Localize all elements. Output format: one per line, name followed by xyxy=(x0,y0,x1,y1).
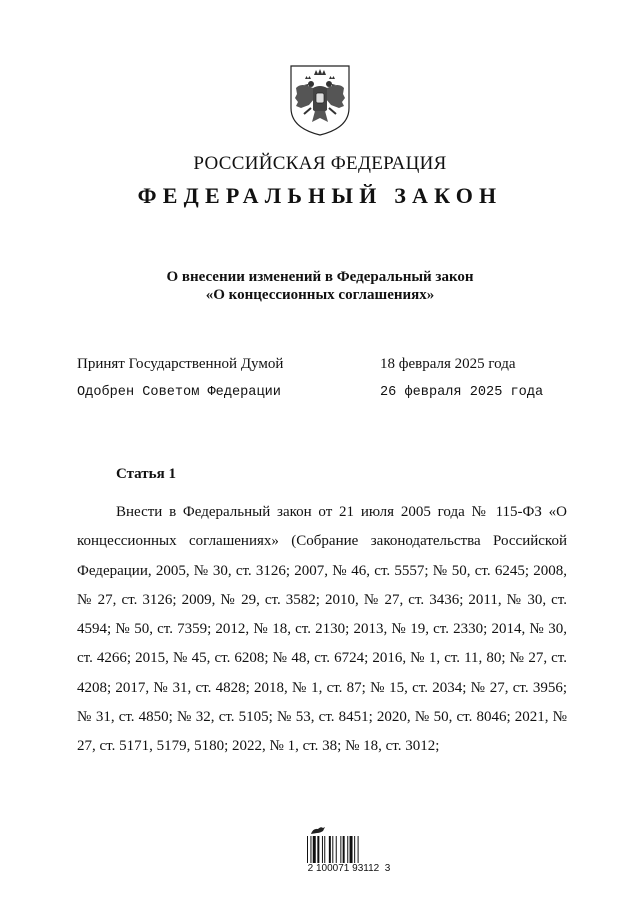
article-body: Внести в Федеральный закон от 21 июля 2005 года № 115-ФЗ «О концессионных соглашениях» (Собрание законодательства Российской Федерации, 2005, № 30, ст. 3126; 2007, № 46, ст. 5557; № 50, ст. 6245; 2008, № 27, ст. 3126; 2009, № 29, ст. 3582; 2010, № 27, ст. 3436; 2011, № 30, ст. 4594; № 50, ст. 7359; 2012, № 18, ст. 2130; 2013, № 19, ст. 2330; 2014, № 30, ст. 4266; 2015, № 45, ст. 6208; № 48, ст. 6724; 2016, № 1, ст. 11, 80; № 27, ст. 4208; 2017, № 31, ст. 4828; 2018, № 1, ст. 87; № 15, ст. 2034; № 27, ст. 3956; № 31, ст. 4850; № 32, ст. 5105; № 53, ст. 8451; 2020, № 50, ст. 8046; 2021, № 27, ст. 5171, 5179, 5180; 2022, № 1, ст. 38; № 18, ст. 3012; xyxy=(77,504,567,755)
barcode xyxy=(307,836,385,863)
law-title xyxy=(0,268,640,304)
country-name: РОССИЙСКАЯ ФЕДЕРАЦИЯ xyxy=(193,153,447,174)
adoption-council-row xyxy=(77,385,547,400)
duma-adoption-date: 18 февраля 2025 года xyxy=(380,356,516,372)
mouse-scan-icon xyxy=(310,824,326,836)
council-approval-label: Одобрен Советом Федерации xyxy=(77,385,281,400)
law-title-line-1: О внесении изменений в Федеральный закон xyxy=(166,269,474,285)
council-approval-date: 26 февраля 2025 года xyxy=(380,385,544,400)
barcode-number: 2 100071 93112 3 xyxy=(307,863,391,874)
article-heading: Статья 1 xyxy=(116,466,176,482)
adoption-duma-row xyxy=(77,356,547,373)
duma-adoption-label: Принят Государственной Думой xyxy=(77,356,284,372)
law-title-line-2: «О концессионных соглашениях» xyxy=(205,287,435,303)
law-type-heading: ФЕДЕРАЛЬНЫЙ ЗАКОН xyxy=(137,183,503,208)
russian-coat-of-arms-icon xyxy=(287,62,353,138)
